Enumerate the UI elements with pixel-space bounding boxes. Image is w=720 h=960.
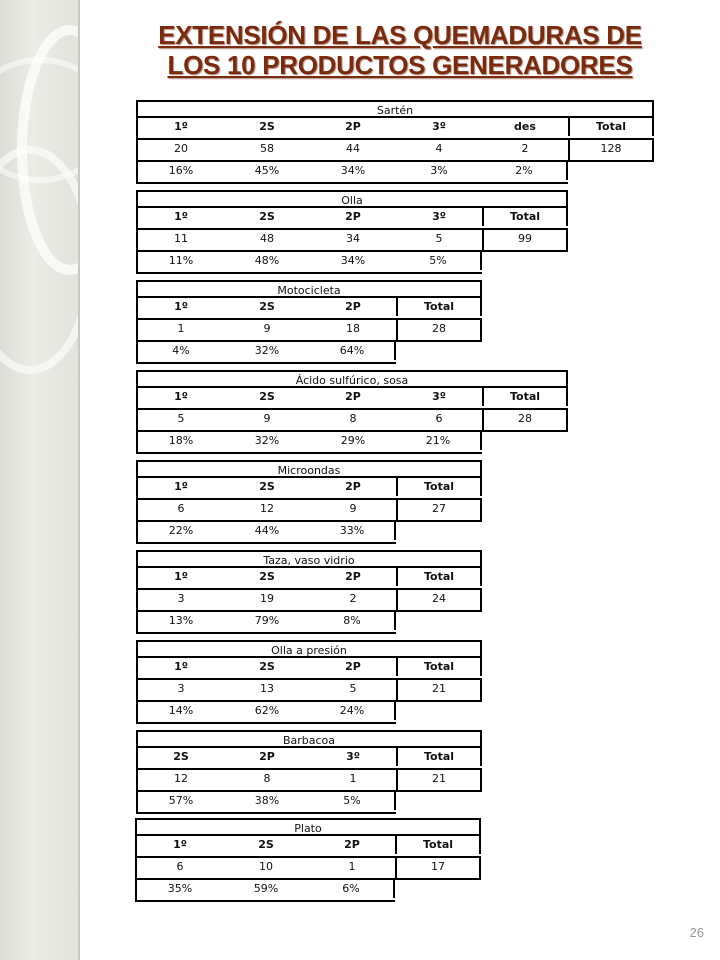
pct-cell: 8% [310,612,396,630]
pct-row [138,792,396,814]
table-title: Olla [136,190,568,208]
pct-cell: 62% [254,704,280,717]
pct-row [138,702,396,724]
table-title: Motocicleta [136,280,482,298]
val-cell: 6 [435,412,443,425]
pct-cell: 34% [340,164,366,177]
val-cell: 12 [260,502,274,515]
hdr-row [138,478,482,500]
hdr-cell: Total [482,208,568,226]
pct-row [138,612,396,634]
pct-cell: 2% [482,162,568,180]
val-cell: 8 [349,412,357,425]
hdr-cell: 1º [174,570,188,583]
hdr-cell: 1º [174,300,188,313]
pct-cell: 22% [168,524,194,537]
hdr-row [138,748,482,770]
burn-table [136,190,568,274]
pct-cell: 5% [310,792,396,810]
pct-row [138,522,396,544]
hdr-cell: 3º [432,390,446,403]
hdr-row [137,836,481,858]
pct-cell: 64% [310,342,396,360]
table-title: Sartén [136,100,654,118]
burn-table [136,370,568,454]
pct-cell: 4% [172,344,190,357]
pct-cell: 38% [254,794,280,807]
val-cell: 28 [396,320,482,340]
burn-table [135,818,481,902]
val-cell: 10 [259,860,273,873]
hdr-cell: 2S [259,120,275,133]
pct-row [137,880,395,902]
val-cell: 9 [349,502,357,515]
burn-table [136,640,482,724]
val-cell: 13 [260,682,274,695]
page-title-line2: LOS 10 PRODUCTOS GENERADORES [167,50,633,80]
hdr-cell: 1º [174,660,188,673]
table-title: Plato [135,818,481,836]
hdr-cell: Total [396,568,482,586]
pct-row [138,252,482,274]
hdr-cell: 2P [345,300,361,313]
hdr-cell: 2S [259,300,275,313]
pct-cell: 32% [254,344,280,357]
val-cell: 21 [396,770,482,790]
table-title: Taza, vaso vidrio [136,550,482,568]
burn-table [136,280,482,364]
hdr-cell: 2P [259,750,275,763]
val-cell: 1 [348,860,356,873]
hdr-cell: Total [396,658,482,676]
val-cell: 3 [177,592,185,605]
hdr-cell: Total [395,836,481,854]
hdr-cell: 2P [345,390,361,403]
hdr-cell: 2S [259,570,275,583]
hdr-cell: 1º [174,480,188,493]
val-row [138,140,654,162]
val-cell: 5 [435,232,443,245]
val-cell: 3 [177,682,185,695]
hdr-cell: 3º [432,120,446,133]
pct-cell: 18% [168,434,194,447]
val-cell: 1 [177,322,185,335]
val-cell: 24 [396,590,482,610]
val-row [138,680,482,702]
val-cell: 20 [174,142,188,155]
val-cell: 34 [346,232,360,245]
val-cell: 18 [346,322,360,335]
pct-cell: 24% [310,702,396,720]
hdr-row [138,208,568,230]
pct-cell: 44% [254,524,280,537]
val-cell: 44 [346,142,360,155]
sidebar-border [78,0,80,960]
val-row [137,858,481,880]
val-cell: 5 [177,412,185,425]
val-cell: 21 [396,680,482,700]
hdr-cell: 3º [432,210,446,223]
hdr-cell: 1º [173,838,187,851]
val-cell: 99 [482,230,568,250]
val-cell: 9 [263,322,271,335]
val-cell: 58 [260,142,274,155]
val-cell: 6 [177,502,185,515]
decorative-sidebar [0,0,80,960]
hdr-cell: 2S [259,390,275,403]
burn-table [136,730,482,814]
pct-cell: 33% [310,522,396,540]
val-row [138,500,482,522]
val-cell: 2 [521,142,529,155]
val-cell: 12 [174,772,188,785]
hdr-row [138,568,482,590]
val-cell: 8 [263,772,271,785]
pct-cell: 6% [309,880,395,898]
val-cell: 6 [176,860,184,873]
page-number: 26 [689,925,704,940]
hdr-cell: Total [396,298,482,316]
pct-cell: 34% [340,254,366,267]
val-cell: 48 [260,232,274,245]
pct-cell: 13% [168,614,194,627]
hdr-cell: Total [396,478,482,496]
val-cell: 28 [482,410,568,430]
val-cell: 19 [260,592,274,605]
pct-cell: 57% [168,794,194,807]
page-title-line1: EXTENSIÓN DE LAS QUEMADURAS DE [158,20,642,50]
burn-table [136,100,654,184]
pct-cell: 35% [167,882,193,895]
pct-cell: 14% [168,704,194,717]
pct-cell: 5% [396,252,482,270]
hdr-cell: 2S [259,660,275,673]
hdr-cell: Total [568,118,654,136]
table-title: Microondas [136,460,482,478]
hdr-row [138,388,568,410]
table-title: Olla a presión [136,640,482,658]
val-row [138,590,482,612]
val-cell: 17 [395,858,481,878]
pct-cell: 45% [254,164,280,177]
hdr-cell: 1º [174,210,188,223]
hdr-cell: des [514,120,536,133]
pct-cell: 3% [430,164,448,177]
val-row [138,770,482,792]
hdr-cell: 2P [345,120,361,133]
val-cell: 9 [263,412,271,425]
val-cell: 4 [435,142,443,155]
hdr-cell: 2S [258,838,274,851]
val-row [138,410,568,432]
hdr-cell: 2P [344,838,360,851]
pct-row [138,342,396,364]
burn-table [136,550,482,634]
pct-cell: 48% [254,254,280,267]
hdr-cell: 2P [345,660,361,673]
hdr-cell: 2P [345,210,361,223]
hdr-cell: 2P [345,480,361,493]
val-cell: 128 [568,140,654,160]
val-cell: 27 [396,500,482,520]
val-row [138,320,482,342]
pct-cell: 32% [254,434,280,447]
pct-row [138,162,568,184]
val-cell: 11 [174,232,188,245]
hdr-cell: 2S [173,750,189,763]
hdr-row [138,298,482,320]
val-cell: 2 [349,592,357,605]
val-cell: 1 [349,772,357,785]
hdr-cell: 2P [345,570,361,583]
val-cell: 5 [349,682,357,695]
hdr-row [138,658,482,680]
table-title: Ácido sulfúrico, sosa [136,370,568,388]
pct-cell: 16% [168,164,194,177]
swirl-decoration [0,0,80,960]
pct-row [138,432,482,454]
table-title: Barbacoa [136,730,482,748]
pct-cell: 79% [254,614,280,627]
hdr-cell: 3º [346,750,360,763]
burn-table [136,460,482,544]
hdr-row [138,118,654,140]
pct-cell: 29% [340,434,366,447]
val-row [138,230,568,252]
pct-cell: 11% [168,254,194,267]
page-title [80,20,720,80]
hdr-cell: 2S [259,480,275,493]
hdr-cell: Total [396,748,482,766]
hdr-cell: 1º [174,120,188,133]
hdr-cell: 1º [174,390,188,403]
hdr-cell: Total [482,388,568,406]
hdr-cell: 2S [259,210,275,223]
pct-cell: 59% [253,882,279,895]
pct-cell: 21% [396,432,482,450]
